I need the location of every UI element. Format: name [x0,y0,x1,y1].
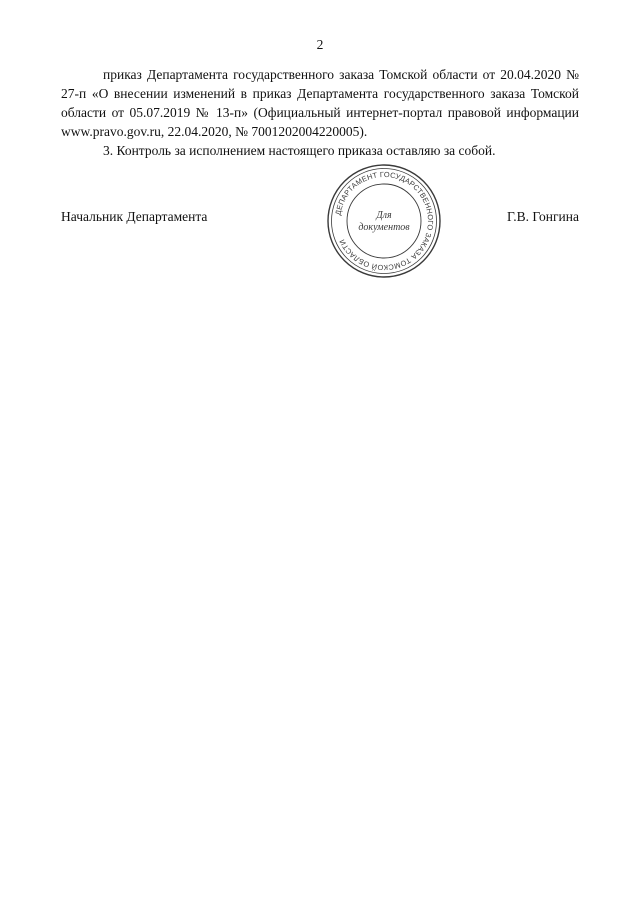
paragraph-order-reference: приказ Департамента государственного заказа Томской области от 20.04.2020 № 27-п «О внесении изменений в приказ Департамента государственного заказа Томской области от 05.07.2019 № 13-п» (Официальный интернет-портал правовой информации www.pravo.gov.ru, 22.04.2020, № 7001202004220005). [61,67,579,139]
signatory-name: Г.В. Гонгина [507,209,579,224]
seal-ring-text: ДЕПАРТАМЕНТ ГОСУДАРСТВЕННОГО ЗАКАЗА ТОМСКОЙ ОБЛАСТИ [333,169,436,273]
document-body [61,65,579,160]
seal-center-line-2: документов [358,222,410,233]
page-number: 2 [316,37,324,52]
seal-outer-ring [328,165,440,277]
seal-center-line-1: Для [376,210,392,221]
paragraph-control-clause: 3. Контроль за исполнением настоящего приказа оставляю за собой. [103,143,496,158]
official-seal-stamp [325,162,443,280]
signatory-title: Начальник Департамента [61,209,208,224]
seal-inner-ring-2 [347,184,421,258]
